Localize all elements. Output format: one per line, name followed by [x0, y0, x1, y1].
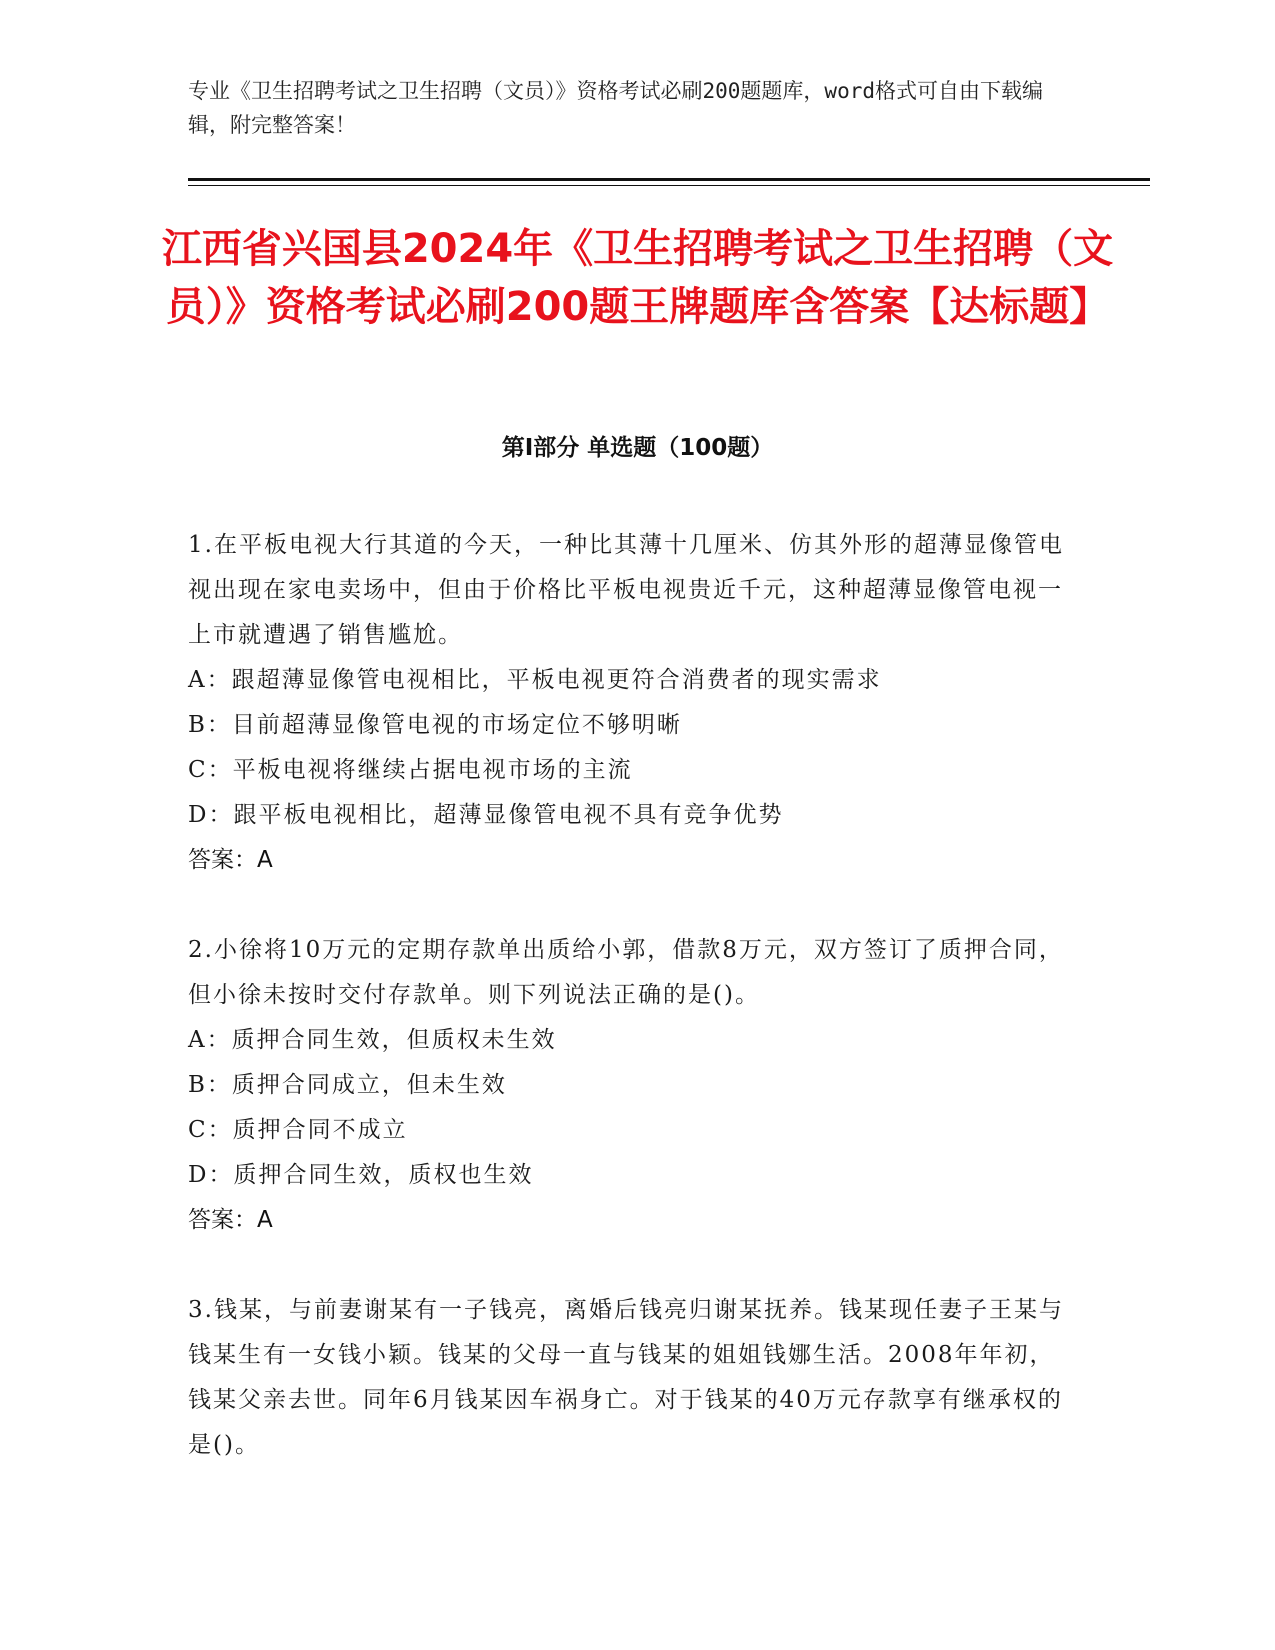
document-title: 江西省兴国县2024年《卫生招聘考试之卫生招聘（文员）》资格考试必刷200题王牌题库含答案【达标题】 — [161, 226, 1114, 330]
option-b: B：目前超薄显像管电视的市场定位不够明晰 — [188, 712, 682, 738]
option-a: A：跟超薄显像管电视相比，平板电视更符合消费者的现实需求 — [188, 667, 882, 693]
question-stem: 1.在平板电视大行其道的今天，一种比其薄十几厘米、仿其外形的超薄显像管电视出现在家电卖场中，但由于价格比平板电视贵近千元，这种超薄显像管电视一上市就遭遇了销售尴尬。 — [188, 532, 1064, 648]
answer: 答案：A — [188, 847, 273, 873]
header-note: 专业《卫生招聘考试之卫生招聘（文员）》资格考试必刷200题题库，word格式可自由下载编辑，附完整答案！ — [188, 79, 1043, 137]
answer: 答案：A — [188, 1207, 273, 1233]
option-a: A：质押合同生效，但质权未生效 — [188, 1027, 557, 1053]
option-c: C：质押合同不成立 — [188, 1117, 408, 1143]
option-d: D：跟平板电视相比，超薄显像管电视不具有竞争优势 — [188, 802, 784, 828]
question-stem: 2.小徐将10万元的定期存款单出质给小郭，借款8万元，双方签订了质押合同，但小徐未按时交付存款单。则下列说法正确的是()。 — [188, 937, 1064, 1008]
question-2 — [188, 928, 1068, 1243]
section-title: 第Ⅰ部分 单选题（100题） — [501, 435, 774, 461]
option-c: C：平板电视将继续占据电视市场的主流 — [188, 757, 633, 783]
header-rule-thin — [188, 185, 1150, 186]
question-3 — [188, 1288, 1068, 1468]
option-d: D：质押合同生效，质权也生效 — [188, 1162, 534, 1188]
question-stem: 3.钱某，与前妻谢某有一子钱亮，离婚后钱亮归谢某抚养。钱某现任妻子王某与钱某生有一女钱小颖。钱某的父母一直与钱某的姐姐钱娜生活。2008年年初，钱某父亲去世。同年6月钱某因车祸身亡。对于钱某的40万元存款享有继承权的是()。 — [188, 1297, 1064, 1458]
question-list — [188, 523, 1068, 1468]
question-1 — [188, 523, 1068, 883]
option-b: B：质押合同成立，但未生效 — [188, 1072, 507, 1098]
header-rule-thick — [188, 178, 1150, 181]
